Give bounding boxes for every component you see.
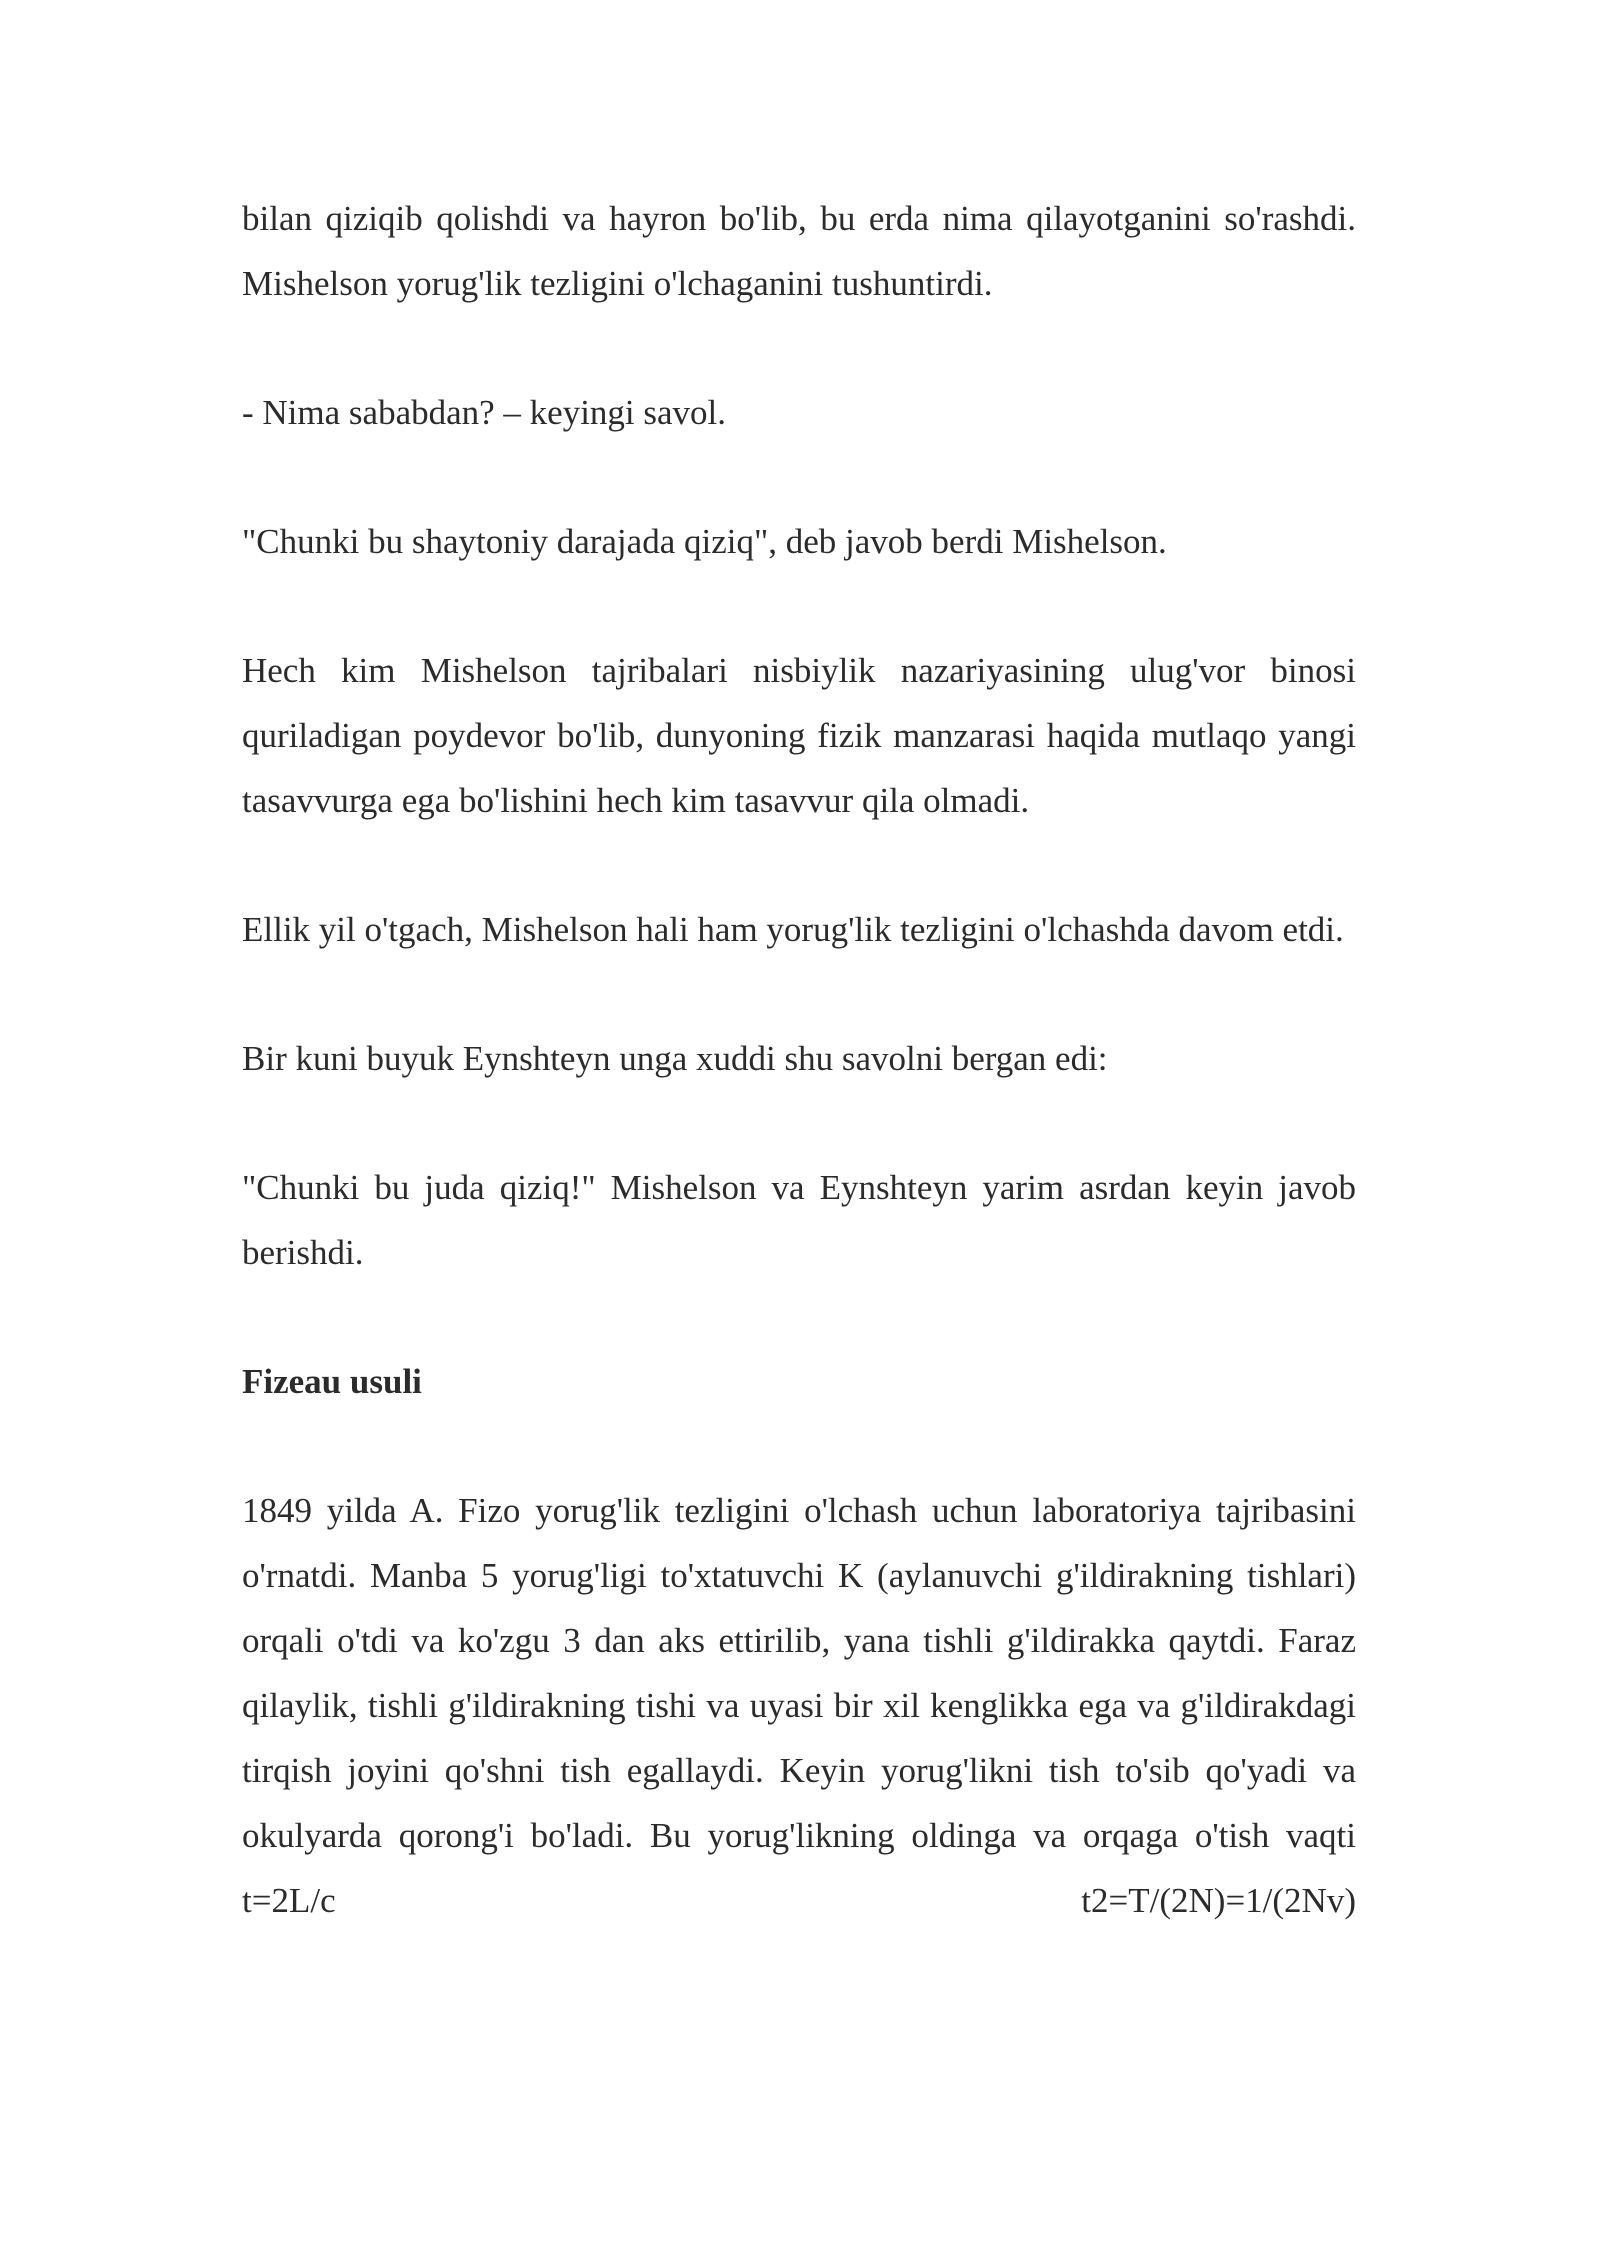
paragraph-question: - Nima sababdan? – keyingi savol. — [242, 393, 727, 432]
document-page — [242, 186, 1356, 1997]
paragraph-curiosity: bilan qiziqib qolishdi va hayron bo'lib, bu erda nima qilayotganini so'rashdi. Mishelson yorug'lik tezligini o'lchaganini tushuntirdi. — [242, 199, 1356, 303]
paragraph-einstein-question: Bir kuni buyuk Eynshteyn unga xuddi shu savolni bergan edi: — [242, 1039, 1108, 1078]
paragraph-fifty-years: Ellik yil o'tgach, Mishelson hali ham yorug'lik tezligini o'lchashda davom etdi. — [242, 910, 1344, 949]
paragraph-einstein-answer: "Chunki bu juda qiziq!" Mishelson va Eynshteyn yarim asrdan keyin javob berishdi. — [242, 1168, 1356, 1272]
section-heading: Fizeau usuli — [242, 1362, 422, 1401]
paragraph-answer: "Chunki bu shaytoniy darajada qiziq", deb javob berdi Mishelson. — [242, 522, 1167, 561]
paragraph-fizeau-method: 1849 yilda A. Fizo yorug'lik tezligini o'lchash uchun laboratoriya tajribasini o'rnatdi. Manba 5 yorug'ligi to'xtatuvchi K (aylanuvchi g'ildirakning tishlari) orqali o'tdi va ko'zgu 3 dan aks ettirilib, yana tishli g'ildirakka qaytdi. Faraz qilaylik, tishli g'ildirakning tishi va uyasi bir xil kenglikka ega va g'ildirakdagi tirqish joyini qo'shni tish egallaydi. Keyin yorug'likni tish to'sib qo'yadi va okulyarda qorong'i bo'ladi. Bu yorug'likning oldinga va orqaga o'tish vaqti t=2L/c t2=T/(2N)=1/(2Nv) — [242, 1491, 1356, 1920]
paragraph-foundation: Hech kim Mishelson tajribalari nisbiylik nazariyasining ulug'vor binosi quriladigan poydevor bo'lib, dunyoning fizik manzarasi haqida mutlaqo yangi tasavvurga ega bo'lishini hech kim tasavvur qila olmadi. — [242, 651, 1356, 820]
